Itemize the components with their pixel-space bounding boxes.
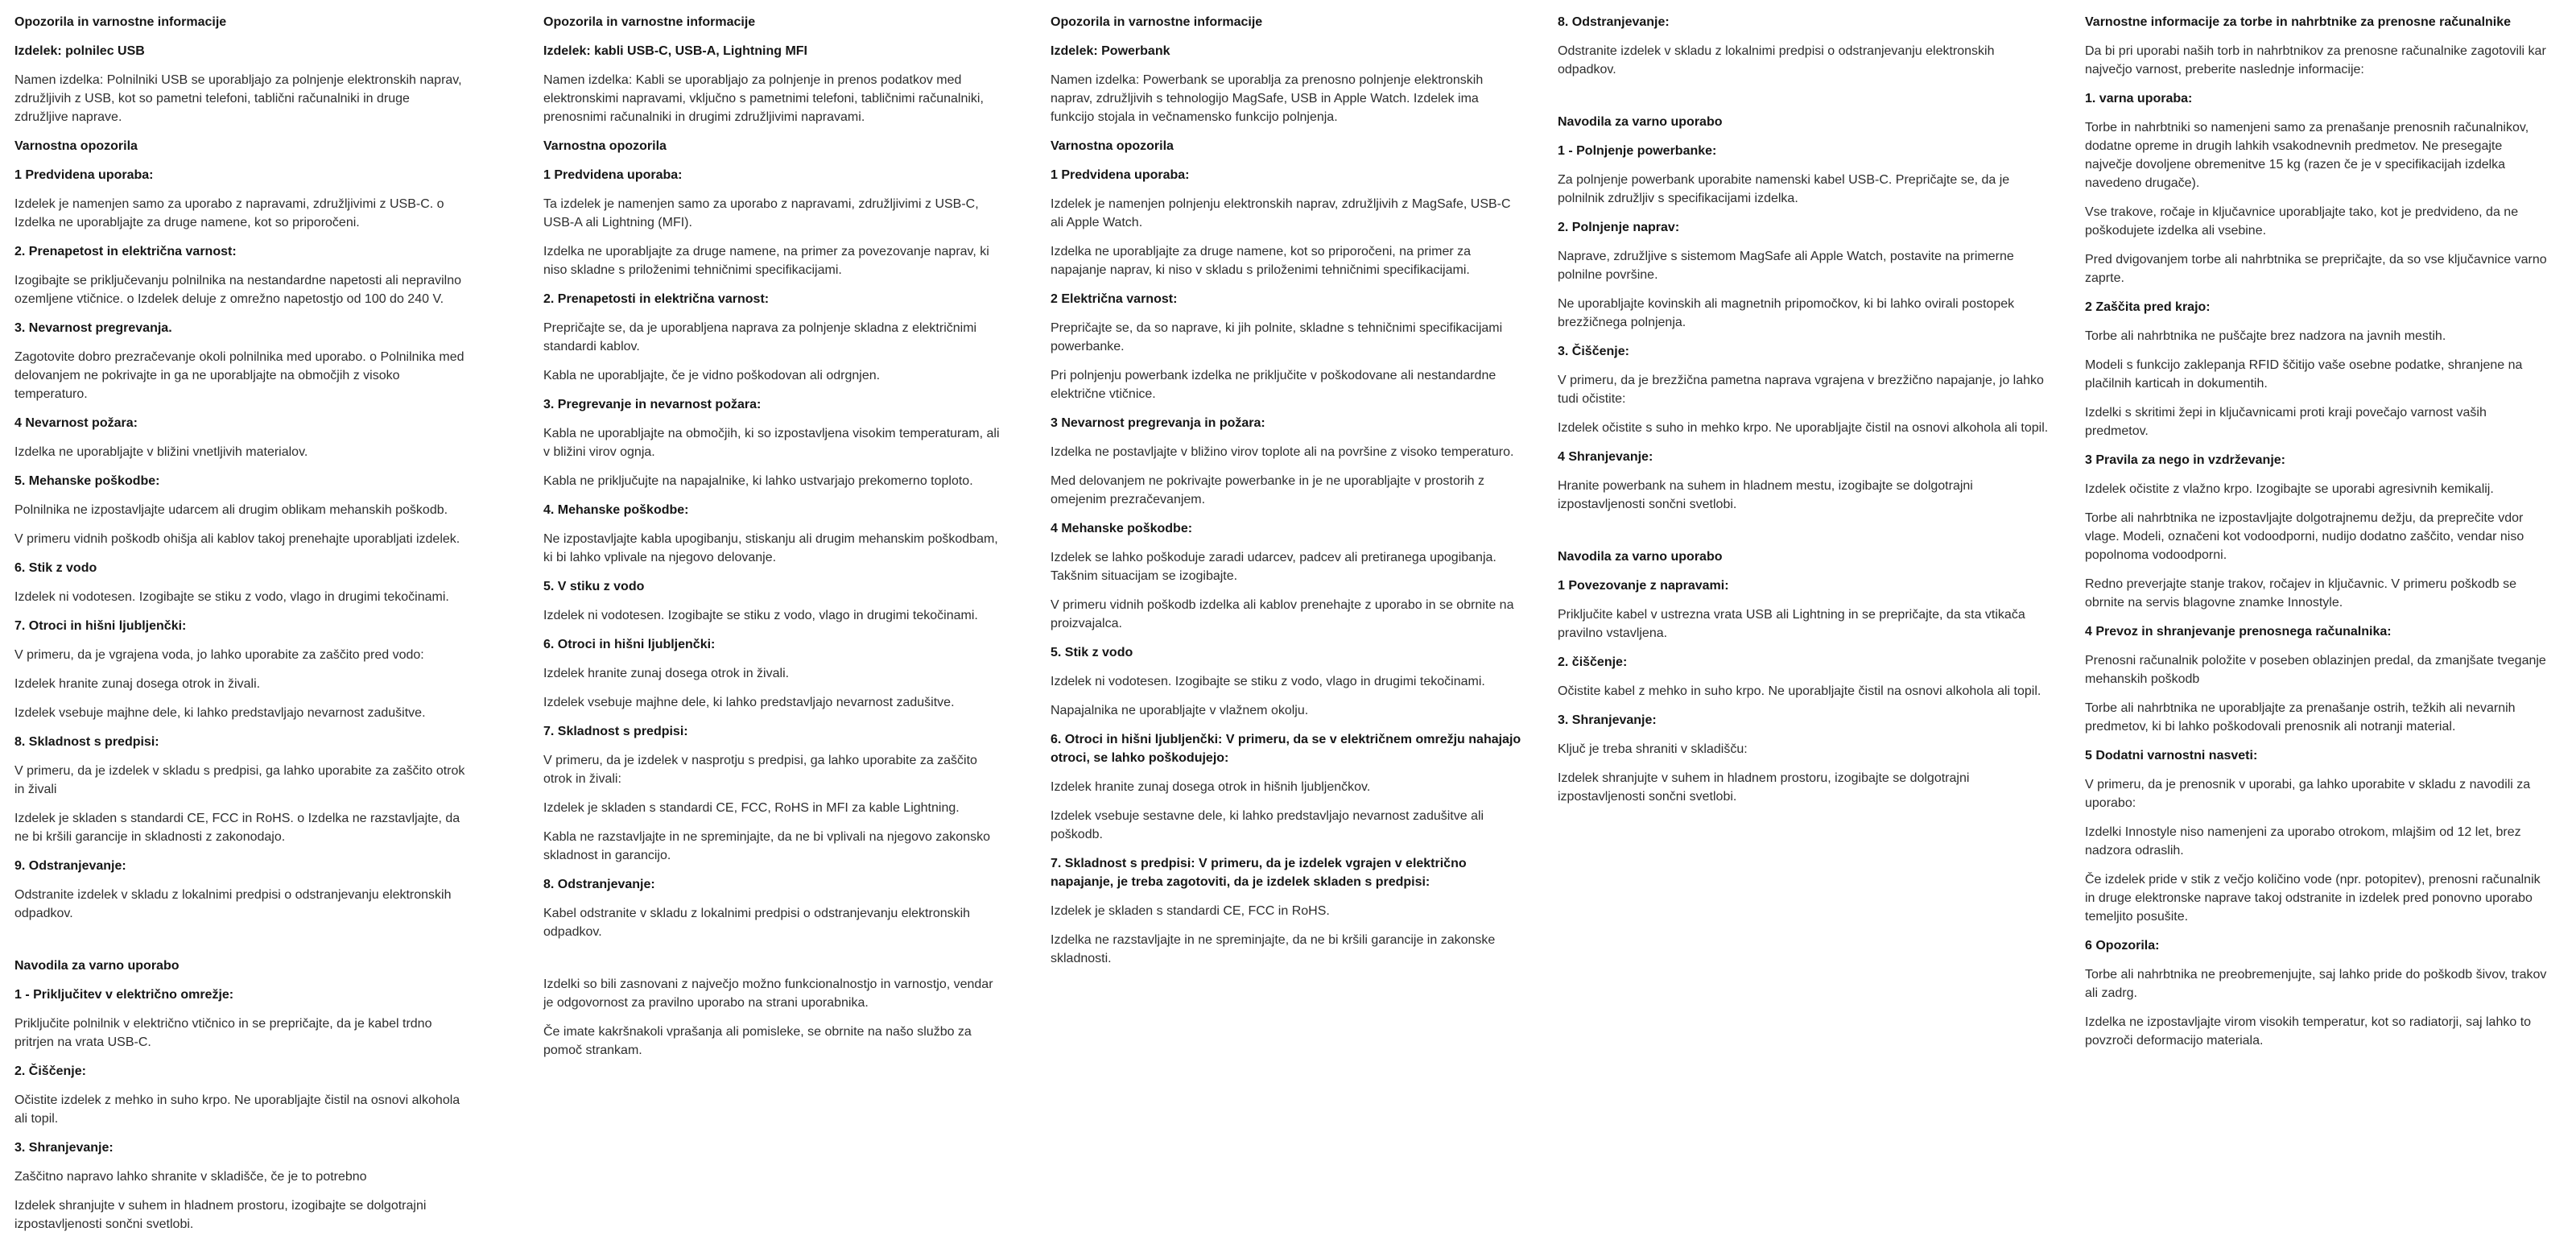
paragraph: Kabla ne razstavljajte in ne spreminjajte, da ne bi vplivali na njegovo zakonsko skladnost in garancijo. — [543, 830, 990, 862]
paragraph: Modeli s funkcijo zaklepanja RFID ščitijo vaše osebne podatke, shranjene na plačilnih karticah in dokumentih. — [2085, 358, 2523, 391]
paragraph: Zagotovite dobro prezračevanje okoli polnilnika med uporabo. o Polnilnika med delovanjem ne pokrivajte in ga ne uporabljajte na območjih z visoko temperaturo. — [14, 350, 464, 401]
paragraph: Prepričajte se, da so naprave, ki jih polnite, skladne s tehničnimi specifikacijami powerbanke. — [1051, 321, 1503, 353]
paragraph: Izdelek je namenjen samo za uporabo z napravami, združljivimi z USB-C. o Izdelka ne uporabljajte za druge namene, kot so priporočeni. — [14, 197, 444, 229]
section-heading: 1 Predvidena uporaba: — [543, 168, 683, 182]
paragraph: Polnilnika ne izpostavljajte udarcem ali drugim oblikam mehanskih poškodb. — [14, 503, 448, 517]
paragraph: Hranite powerbank na suhem in hladnem mestu, izogibajte se dolgotrajni izpostavljenosti sončni svetlobi. — [1558, 479, 1973, 511]
paragraph: Izdelka ne izpostavljajte virom visokih temperatur, kot so radiatorji, saj lahko to povzroči deformacijo materiala. — [2085, 1015, 2532, 1048]
paragraph: Namen izdelka: Powerbank se uporablja za prenosno polnjenje elektronskih naprav, združljivih s tehnologijo MagSafe, USB in Apple Watch. Izdelek ima funkcijo stojala in večnamensko funkcijo polnjenja. — [1051, 73, 1484, 124]
paragraph: Redno preverjajte stanje trakov, ročajev in ključavnic. V primeru poškodb se obrnite na servis blagovne znamke Innostyle. — [2085, 577, 2516, 610]
section-heading: 2 Električna varnost: — [1051, 292, 1178, 306]
section-heading: 3. Čiščenje: — [1558, 345, 1629, 358]
paragraph: Vse trakove, ročaje in ključavnice uporabljajte tako, kot je predvideno, da ne poškodujete izdelka ali vsebine. — [2085, 205, 2519, 238]
paragraph: Izdelek ni vodotesen. Izogibajte se stiku z vodo, vlago in drugimi tekočinami. — [543, 609, 978, 622]
section-heading: Varnostna opozorila — [543, 139, 667, 153]
section-heading: 4 Shranjevanje: — [1558, 450, 1653, 464]
paragraph: Izdelek ni vodotesen. Izogibajte se stiku z vodo, vlago in drugimi tekočinami. — [14, 590, 449, 604]
paragraph: Izdelki Innostyle niso namenjeni za uporabo otrokom, mlajšim od 12 let, brez nadzora odraslih. — [2085, 825, 2521, 858]
paragraph: Za polnjenje powerbank uporabite namenski kabel USB-C. Prepričajte se, da je polnilnik združljiv s specifikacijami izdelka. — [1558, 173, 2010, 205]
column-5 — [2085, 13, 2548, 1060]
paragraph: V primeru, da je izdelek v nasprotju s predpisi, ga lahko uporabite za zaščito otrok in živali: — [543, 754, 977, 786]
paragraph: Priključite polnilnik v električno vtičnico in se prepričajte, da je kabel trdno pritrjen na vrata USB-C. — [14, 1017, 432, 1049]
column-3 — [1051, 13, 1525, 978]
paragraph: Izdelka ne uporabljajte v bližini vnetljivih materialov. — [14, 445, 308, 459]
paragraph: V primeru, da je vgrajena voda, jo lahko uporabite za zaščito pred vodo: — [14, 648, 424, 662]
section-heading: Izdelek: polnilec USB — [14, 44, 145, 58]
paragraph: Pred dvigovanjem torbe ali nahrbtnika se prepričajte, da so vse ključavnice varno zaprte. — [2085, 253, 2547, 285]
section-heading: Navodila za varno uporabo — [14, 959, 180, 973]
section-heading: 4 Mehanske poškodbe: — [1051, 522, 1193, 535]
section-heading: Opozorila in varnostne informacije — [14, 15, 227, 29]
paragraph: V primeru, da je brezžična pametna naprava vgrajena v brezžično napajanje, jo lahko tudi očistite: — [1558, 374, 2044, 406]
section-heading: 8. Odstranjevanje: — [543, 878, 655, 891]
paragraph: Izdelek vsebuje majhne dele, ki lahko predstavljajo nevarnost zadušitve. — [14, 706, 426, 720]
section-heading: 1 Predvidena uporaba: — [1051, 168, 1190, 182]
paragraph: Izdelka ne razstavljajte in ne spreminjajte, da ne bi kršili garancije in zakonske skladnosti. — [1051, 933, 1496, 965]
paragraph: Priključite kabel v ustrezna vrata USB ali Lightning in se prepričajte, da sta vtikača pravilno vstavljena. — [1558, 608, 2025, 640]
paragraph: V primeru vidnih poškodb izdelka ali kablov prenehajte z uporabo in se obrnite na proizvajalca. — [1051, 598, 1514, 630]
paragraph: Izdelek vsebuje sestavne dele, ki lahko predstavljajo nevarnost zadušitve ali poškodb. — [1051, 809, 1484, 841]
section-heading: 3 Pravila za nego in vzdrževanje: — [2085, 453, 2285, 467]
section-heading: Varnostne informacije za torbe in nahrbtnike za prenosne računalnike — [2085, 15, 2512, 29]
section-heading: 1 Povezovanje z napravami: — [1558, 579, 1729, 593]
paragraph: Izdelka ne uporabljajte za druge namene, na primer za povezovanje naprav, ki niso skladne s priloženimi tehničnimi specifikacijami. — [543, 245, 989, 277]
section-heading: Izdelek: kabli USB-C, USB-A, Lightning MFI — [543, 44, 807, 58]
section-heading: Opozorila in varnostne informacije — [1051, 15, 1263, 29]
section-heading: 2 Zaščita pred krajo: — [2085, 300, 2211, 314]
paragraph: Naprave, združljive s sistemom MagSafe ali Apple Watch, postavite na primerne polnilne površine. — [1558, 250, 2014, 282]
paragraph: Če imate kakršnakoli vprašanja ali pomisleke, se obrnite na našo službo za pomoč strankam. — [543, 1025, 972, 1057]
section-heading: 1 - Priključitev v električno omrežje: — [14, 988, 234, 1002]
paragraph: Izdelek hranite zunaj dosega otrok in hišnih ljubljenčkov. — [1051, 780, 1371, 794]
paragraph: Ta izdelek je namenjen samo za uporabo z napravami, združljivimi z USB-C, USB-A ali Lightning (MFI). — [543, 197, 979, 229]
paragraph: Izdelek je skladen s standardi CE, FCC, RoHS in MFI za kable Lightning. — [543, 801, 960, 815]
paragraph: Kabla ne uporabljajte, če je vidno poškodovan ali odrgnjen. — [543, 369, 881, 382]
paragraph: Prenosni računalnik položite v poseben oblazinjen predal, da zmanjšate tveganje mehanskih poškodb — [2085, 654, 2546, 686]
section-heading: 1 Predvidena uporaba: — [14, 168, 154, 182]
paragraph: V primeru vidnih poškodb ohišja ali kablov takoj prenehajte uporabljati izdelek. — [14, 532, 460, 546]
section-heading: 5 Dodatni varnostni nasveti: — [2085, 749, 2258, 763]
paragraph: Med delovanjem ne pokrivajte powerbanke in je ne uporabljajte v prostorih z omejenim prezračevanjem. — [1051, 474, 1484, 506]
paragraph: Zaščitno napravo lahko shranite v skladišče, če je to potrebno — [14, 1170, 367, 1184]
paragraph: Izogibajte se priključevanju polnilnika na nestandardne napetosti ali nepravilno ozemljene vtičnice. o Izdelek deluje z omrežno napetostjo od 100 do 240 V. — [14, 274, 462, 306]
paragraph: Izdelki so bili zasnovani z največjo možno funkcionalnostjo in varnostjo, vendar je odgovornost za pravilno uporabo na strani uporabnika. — [543, 977, 993, 1010]
section-heading: Navodila za varno uporabo — [1558, 550, 1723, 564]
paragraph: Očistite izdelek z mehko in suho krpo. Ne uporabljajte čistil na osnovi alkohola ali topil. — [14, 1093, 460, 1126]
section-heading: 8. Skladnost s predpisi: — [14, 735, 159, 749]
section-heading: 2. Čiščenje: — [14, 1064, 86, 1078]
section-heading: 8. Odstranjevanje: — [1558, 15, 1670, 29]
section-heading: 1. varna uporaba: — [2085, 92, 2193, 105]
column-1 — [14, 13, 465, 1244]
column-4 — [1558, 13, 2050, 816]
section-heading: 3. Shranjevanje: — [1558, 713, 1657, 727]
paragraph: Izdelek očistite z vlažno krpo. Izogibajte se uporabi agresivnih kemikalij. — [2085, 482, 2494, 496]
paragraph: Kabel odstranite v skladu z lokalnimi predpisi o odstranjevanju elektronskih odpadkov. — [543, 907, 971, 939]
paragraph: Napajalnika ne uporabljajte v vlažnem okolju. — [1051, 704, 1309, 717]
paragraph: Pri polnjenju powerbank izdelka ne priključite v poškodovane ali nestandardne električne vtičnice. — [1051, 369, 1496, 401]
paragraph: Torbe ali nahrbtnika ne puščajte brez nadzora na javnih mestih. — [2085, 329, 2446, 343]
paragraph: Torbe in nahrbtniki so namenjeni samo za prenašanje prenosnih računalnikov, dodatne opreme in drugih lahkih vsakodnevnih predmetov. Ne presegajte največje dovoljene obremenitve 15 kg (razen če je v specifikacijah izdelka navedeno drugače). — [2085, 121, 2529, 190]
paragraph: V primeru, da je prenosnik v uporabi, ga lahko uporabite v skladu z navodili za uporabo: — [2085, 778, 2531, 810]
paragraph: Izdelek shranjujte v suhem in hladnem prostoru, izogibajte se dolgotrajni izpostavljenosti sončni svetlobi. — [14, 1199, 427, 1231]
section-heading: Varnostna opozorila — [14, 139, 138, 153]
paragraph: Izdelek se lahko poškoduje zaradi udarcev, padcev ali pretiranega upogibanja. Takšnim situacijam se izogibajte. — [1051, 551, 1496, 583]
section-heading: 4 Nevarnost požara: — [14, 416, 138, 430]
paragraph: Kabla ne priključujte na napajalnike, ki lahko ustvarjajo prekomerno toploto. — [543, 474, 973, 488]
paragraph: Torbe ali nahrbtnika ne preobremenjujte, saj lahko pride do poškodb šivov, trakov ali zadrg. — [2085, 968, 2547, 1000]
section-heading: 2. Prenapetost in električna varnost: — [14, 245, 237, 258]
section-heading: 3. Nevarnost pregrevanja. — [14, 321, 172, 335]
section-heading: Navodila za varno uporabo — [1558, 115, 1723, 129]
section-heading: 7. Otroci in hišni ljubljenčki: — [14, 619, 187, 633]
section-heading: 5. Mehanske poškodbe: — [14, 474, 160, 488]
paragraph: Izdelka ne uporabljajte za druge namene, kot so priporočeni, na primer za napajanje naprav, ki niso v skladu s priloženimi tehničnimi specifikacijami. — [1051, 245, 1472, 277]
paragraph: Izdelka ne postavljajte v bližino virov toplote ali na površine z visoko temperaturo. — [1051, 445, 1514, 459]
paragraph: Izdelek hranite zunaj dosega otrok in živali. — [543, 667, 790, 680]
paragraph: Izdelek je skladen s standardi CE, FCC in RoHS. — [1051, 904, 1330, 918]
paragraph: Izdelek ni vodotesen. Izogibajte se stiku z vodo, vlago in drugimi tekočinami. — [1051, 675, 1485, 688]
paragraph: Da bi pri uporabi naših torb in nahrbtnikov za prenosne računalnike zagotovili kar največjo varnost, preberite naslednje informacije: — [2085, 44, 2546, 76]
section-heading: 7. Skladnost s predpisi: V primeru, da je izdelek vgrajen v električno napajanje, je treba zagotoviti, da je izdelek skladen s predpisi: — [1051, 857, 1467, 889]
section-heading: 5. Stik z vodo — [1051, 646, 1133, 659]
section-heading: 9. Odstranjevanje: — [14, 859, 126, 873]
paragraph: Odstranite izdelek v skladu z lokalnimi predpisi o odstranjevanju elektronskih odpadkov. — [1558, 44, 1995, 76]
paragraph: Torbe ali nahrbtnika ne uporabljajte za prenašanje ostrih, težkih ali nevarnih predmetov, ki bi lahko poškodovali prenosnik ali notranji material. — [2085, 701, 2516, 734]
column-2 — [543, 13, 1006, 1070]
paragraph: Kabla ne uporabljajte na območjih, ki so izpostavljena visokim temperaturam, ali v bližini virov ognja. — [543, 427, 1000, 459]
paragraph: Prepričajte se, da je uporabljena naprava za polnjenje skladna z električnimi standardi kablov. — [543, 321, 977, 353]
section-heading: 6 Opozorila: — [2085, 939, 2160, 953]
section-heading: 2. čiščenje: — [1558, 655, 1628, 669]
section-heading: 3. Pregrevanje in nevarnost požara: — [543, 398, 762, 411]
section-heading: Varnostna opozorila — [1051, 139, 1174, 153]
section-heading: 5. V stiku z vodo — [543, 580, 645, 593]
paragraph: Namen izdelka: Kabli se uporabljajo za polnjenje in prenos podatkov med elektronskimi napravami, vključno s pametnimi telefoni, tabličnimi računalniki, prenosnimi računalniki in drugimi združljivimi napravami. — [543, 73, 984, 124]
section-heading: Opozorila in varnostne informacije — [543, 15, 756, 29]
section-heading: Izdelek: Powerbank — [1051, 44, 1170, 58]
section-heading: 7. Skladnost s predpisi: — [543, 725, 688, 738]
section-heading: 2. Prenapetosti in električna varnost: — [543, 292, 770, 306]
paragraph: Izdelek vsebuje majhne dele, ki lahko predstavljajo nevarnost zadušitve. — [543, 696, 955, 709]
paragraph: Če izdelek pride v stik z večjo količino vode (npr. potopitev), prenosni računalnik in druge elektronske naprave takoj odstranite in izdelek pred ponovno uporabo temeljito posušite. — [2085, 873, 2541, 924]
paragraph: Izdelki s skritimi žepi in ključavnicami proti kraji povečajo varnost vaših predmetov. — [2085, 406, 2487, 438]
paragraph: Očistite kabel z mehko in suho krpo. Ne uporabljajte čistil na osnovi alkohola ali topil. — [1558, 684, 2041, 698]
paragraph: Namen izdelka: Polnilniki USB se uporabljajo za polnjenje elektronskih naprav, združljivih z USB, kot so pametni telefoni, tablični računalniki in druge združljive naprave. — [14, 73, 462, 124]
paragraph: Ne uporabljajte kovinskih ali magnetnih pripomočkov, ki bi lahko ovirali postopek brezžičnega polnjenja. — [1558, 297, 2015, 329]
paragraph: Torbe ali nahrbtnika ne izpostavljajte dolgotrajnemu dežju, da preprečite vdor vlage. Modeli, označeni kot vodoodporni, nudijo dodatno zaščito, vendar niso popolnoma vodoodporni. — [2085, 511, 2524, 562]
paragraph: Ne izpostavljajte kabla upogibanju, stiskanju ali drugim mehanskim poškodbam, ki bi lahko vplivale na njegovo delovanje. — [543, 532, 998, 564]
paragraph: Izdelek shranjujte v suhem in hladnem prostoru, izogibajte se dolgotrajni izpostavljenosti sončni svetlobi. — [1558, 771, 1970, 804]
paragraph: Izdelek je skladen s standardi CE, FCC in RoHS. o Izdelka ne razstavljajte, da ne bi kršili garancije in skladnosti z zakonodajo. — [14, 812, 460, 844]
section-heading: 6. Otroci in hišni ljubljenčki: — [543, 638, 716, 651]
section-heading: 6. Stik z vodo — [14, 561, 97, 575]
section-heading: 4. Mehanske poškodbe: — [543, 503, 689, 517]
section-heading: 4 Prevoz in shranjevanje prenosnega računalnika: — [2085, 625, 2392, 639]
paragraph: Izdelek je namenjen polnjenju elektronskih naprav, združljivih z MagSafe, USB-C ali Apple Watch. — [1051, 197, 1511, 229]
paragraph: Izdelek očistite s suho in mehko krpo. Ne uporabljajte čistil na osnovi alkohola ali topil. — [1558, 421, 2049, 435]
section-heading: 3. Shranjevanje: — [14, 1141, 114, 1155]
paragraph: Izdelek hranite zunaj dosega otrok in živali. — [14, 677, 261, 691]
section-heading: 1 - Polnjenje powerbanke: — [1558, 144, 1717, 158]
section-heading: 2. Polnjenje naprav: — [1558, 221, 1680, 234]
paragraph: Ključ je treba shraniti v skladišču: — [1558, 742, 1748, 756]
paragraph: Odstranite izdelek v skladu z lokalnimi predpisi o odstranjevanju elektronskih odpadkov. — [14, 888, 452, 920]
section-heading: 6. Otroci in hišni ljubljenčki: V primeru, da se v električnem omrežju nahajajo otroci, se lahko poškodujejo: — [1051, 733, 1521, 765]
section-heading: 3 Nevarnost pregrevanja in požara: — [1051, 416, 1265, 430]
paragraph: V primeru, da je izdelek v skladu s predpisi, ga lahko uporabite za zaščito otrok in živali — [14, 764, 465, 796]
